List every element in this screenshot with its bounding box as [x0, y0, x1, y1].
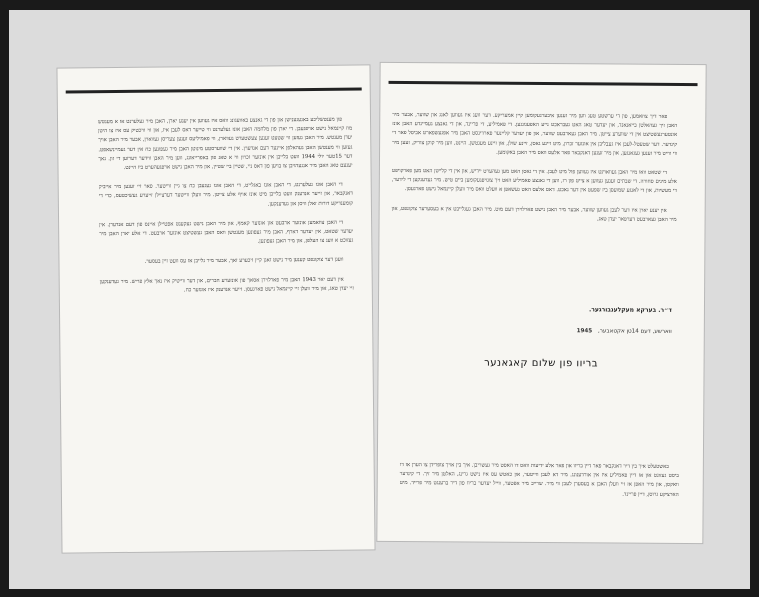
dateline-year: 1945	[576, 328, 593, 335]
dateline-place-date: ווארשע, דעם 14טן אקטאבער,	[597, 328, 672, 335]
right-page	[377, 63, 705, 543]
paragraph: פאר דיך צוזאמען, פון די ערשטע טעג ווען מיר זענען איבערגעקומען קיין אמעריקע. דער וועג איז געווען לאנג און שווער, אבער מיר האבן זיך געהאלטן בייאנאנד, און יעדער טאג האט געבראכט נייע האפענונגען. די פאמיליע, די פריינד, און די גאנצע געמיינדע האבן אונז אונטערגעשטיצט אין די שווערע צייטן. מיר האבן געארבעט שווער, און פון יעדער קליינער פארדינסט האבן מיר אפגעשפארט אביסל פאר די קינדער. דער שטעטל-לעבן איז געבליבן אין אונזער זכרון, מיט זיינע גאסן, זיינע שולן, און זיינע מענטשן. היינט, ווען מיר קוקן צוריק, זעען מיר ווי ווייט מיר זענען געגאנגען, און מיר זענען דאנקבאר פאר אלעס וואס מיר האבן באקומען.	[392, 111, 678, 157]
left-page	[57, 65, 374, 552]
scan-background	[9, 10, 750, 589]
paragraph: אין יענע יארן איז דער לעבן געווען שווער, אבער מיר האבן נישט פארלוירן דעם מוט. מיר האבן געגלייבט אין א בעסערער צוקונפט, און מיר האבן געארבעט דערפאר יעדן טאג.	[391, 205, 677, 223]
paragraph: וועגן דער צוקונפט קענען מיר נישט זאגן קיין זיכערע זאך, אבער מיר גלייבן אז עס וועט זיין בעסער.	[144, 257, 344, 266]
letter-heading: בריוו פון שלום קאגאנער	[484, 357, 599, 370]
paragraph: די האבן אונז געלערנט, די האבן אונז באגלייט, די האבן אונז געגעבן כח צו גיין ווייטער. פאר זיי זענען מיר אייביק דאנקבאר, און זייער אנדענק וועט בלייבן מיט אונז אויף אלע צייטן. מיר וועלן ווייטער דערציילן זייערע געשיכטעס, כדי די קומענדיקע דורות זאלן וויסן און געדענקען.	[98, 181, 353, 208]
paragraph: פון מענטשליכע באגעגענישן און פון די גאנצע באוועגונג וואס איז געווען אין יענע יארן, האבן מיר געלערנט אז א מענטש מוז קיינמאל נישט אויפגעבן. די יארן פון מלחמה האבן אונז געלערנט ווי טייער דאס לעבן איז, און ווי וויכטיק עס איז צו היטן יעדן מענטש. מיר האבן געזען ווי שטעט זענען צעשטערט געווארן, ווי פאמיליעס זענען צעריסן געווארן, אבער מיר האבן אויך געזען ווי מענטשן האבן געהאלפן איינער דעם אנדערן. אין די שווערסטע מינוטן האבן מיר געפונען כח אין דער געמיינשאפט. דער 15טער יולי 1944 וועט בלייבן אין אונזער זכרון ווי א טאג פון באפרייאונג, ווען מיר האבן ווידער דערזען די זון. נאך יענעם טאג האבן מיר אנגעהויבן צו בויען פון דאס ניי, שטיין ביי שטיין, און מיר האבן נישט אויפגעהערט ביז היינט.	[98, 116, 353, 171]
paragraph: אין דעם יאר 1943 האבן מיר פארלוירן אסאך פון אונזערע חברים, און דער ווייטיק איז נאך אלץ פריש. מיר געדענקען זיי יעדן טאג, און מיר וועלן זיי קיינמאל נישט פארגעסן. זייער אנדענק איז אונזער כח.	[99, 276, 354, 294]
left-page-body	[98, 116, 354, 307]
dateline	[573, 328, 672, 335]
right-page-body	[391, 111, 677, 235]
paragraph: די שטאט וואו מיר האבן געוואוינט איז געווען פול מיט לעבן. אין די גאסן האט מען געהערט יידיש, און אין די קלייטן האט מען פארקויפט אלע מינים סחורה. די שבתים זענען געווען א צייט פון רו, ווען די גאנצע פאמיליע האט זיך צונויפגעקומען ביים טיש. מיר געדענקען די לידער, די מעשיות, און די לאנגע שמועסן ביז שפעט אין דער נאכט. דאס אלעס האט געשאפן א וועלט וואס מיר וועלן קיינמאל נישט פארגעסן.	[391, 167, 677, 195]
top-rule	[66, 87, 362, 93]
letter-body	[400, 461, 679, 510]
paragraph: די האבן צוזאמען אונזער ארבעט און אונזער קאמף, און מיר האבן נישט געקענט אפטיילן איינס פון דעם אנדערן. אין יעדער שטאט, אין יעדער דארף, האבן מיר געפונען מענטשן וואס האבן געשטיצט אונזער ארבעט. די אלע יארן האבן מיר געזוכט א וועג צו העלפן, און מיר האבן געפונען.	[99, 219, 354, 245]
paragraph: באשטעלט איך בין דיר דאנקבאר פאר דיין בריוו און פאר אלע ידיעות וואס דו האסט מיר געשריבן. איך בין אויך צופרידן צו הערן אז דו ביסט געזונט און אז דיין פאמיליע איז אין אורדענונג. מיר דא לעבן ווייטער, און כאטש עס איז נישט גרינג, האלטן מיר זיך. די קינדער וואקסן, און מיר האפן אז זיי וועלן האבן א בעסערן לעבן ווי מיר. שרייב מיר אפטער, ווייל יעדער בריוו פון דיר ברענגט מיר פרייד. מיט הארציקע גרוסן, דיין פריינד.	[399, 462, 679, 498]
signature: ד״ר. בערקא מעקלענבורגער.	[589, 306, 672, 314]
top-rule	[389, 81, 698, 86]
